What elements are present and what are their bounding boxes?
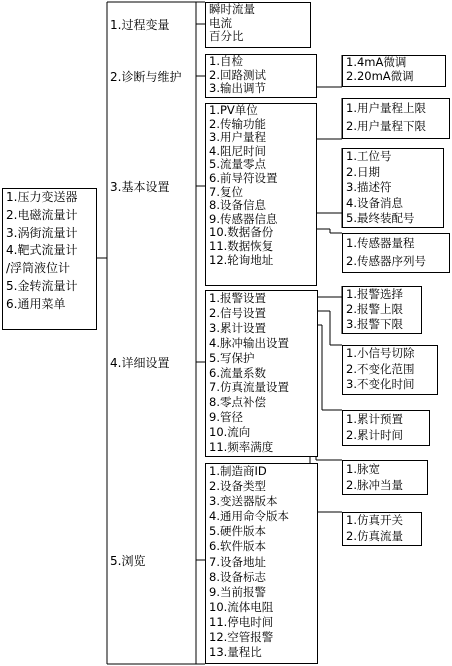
root-item[interactable]: 3.涡街流量计	[6, 225, 78, 240]
process-item[interactable]: 百分比	[209, 29, 244, 44]
detail-item[interactable]: 9.管径	[209, 410, 243, 425]
detail-item[interactable]: 6.流量系数	[209, 365, 266, 380]
browse-item[interactable]: 11.停电时间	[209, 614, 274, 629]
root-item[interactable]: 1.压力变送器	[6, 190, 78, 204]
signal-item[interactable]: 1.小信号切除	[346, 346, 415, 360]
basic-item[interactable]: 6.前导符设置	[209, 170, 278, 185]
menu-diag-label[interactable]: 2.诊断与维护	[110, 70, 182, 84]
menu-browse-label[interactable]: 5.浏览	[110, 554, 146, 568]
root-item[interactable]: 5.金转流量计	[6, 278, 78, 293]
sensor-info-item[interactable]: 1.传感器量程	[346, 236, 415, 250]
alarm-item[interactable]: 2.报警上限	[346, 302, 403, 316]
signal-box	[342, 345, 438, 395]
diag-item[interactable]: 2.回路测试	[209, 67, 266, 82]
detail-item[interactable]: 10.流向	[209, 425, 251, 440]
basic-item[interactable]: 10.数据备份	[209, 225, 274, 240]
detail-settings-box	[205, 290, 318, 457]
device-info-item[interactable]: 1.工位号	[346, 149, 392, 163]
root-item[interactable]: /浮筒液位计	[6, 261, 71, 276]
browse-item[interactable]: 9.当前报警	[209, 584, 266, 599]
sim-item[interactable]: 2.仿真流量	[346, 528, 403, 543]
root-item[interactable]: 4.靶式流量计	[6, 243, 78, 258]
browse-item[interactable]: 7.设备地址	[209, 554, 266, 569]
sim-item[interactable]: 1.仿真开关	[346, 513, 403, 527]
browse-item[interactable]: 3.变送器版本	[209, 494, 278, 509]
totalizer-box	[342, 410, 430, 446]
sim-box	[342, 512, 422, 546]
diag-box	[205, 54, 317, 98]
sensor-info-box	[342, 233, 450, 273]
browse-item[interactable]: 12.空管报警	[209, 630, 274, 645]
menu-basic-label[interactable]: 3.基本设置	[110, 180, 170, 194]
browse-item[interactable]: 6.软件版本	[209, 539, 266, 554]
device-info-item[interactable]: 3.描述符	[346, 180, 392, 194]
device-info-item[interactable]: 5.最终装配号	[346, 211, 415, 225]
device-info-box	[342, 148, 444, 228]
browse-item[interactable]: 1.制造商ID	[209, 464, 267, 478]
root-item[interactable]: 2.电磁流量计	[6, 207, 78, 222]
output-adjust-item[interactable]: 2.20mA微调	[346, 68, 414, 83]
basic-item[interactable]: 8.设备信息	[209, 198, 266, 213]
basic-settings-box	[205, 103, 317, 286]
signal-item[interactable]: 3.不变化时间	[346, 377, 415, 391]
pulse-box	[342, 460, 428, 495]
basic-item[interactable]: 2.传输功能	[209, 116, 266, 131]
signal-item[interactable]: 2.不变化范围	[346, 361, 415, 376]
browse-item[interactable]: 13.量程比	[209, 645, 262, 660]
diag-item[interactable]: 3.输出调节	[209, 81, 266, 96]
pulse-item[interactable]: 1.脉宽	[346, 462, 380, 476]
process-variables-box	[205, 2, 311, 48]
detail-item[interactable]: 1.报警设置	[209, 291, 266, 305]
basic-item[interactable]: 5.流量零点	[209, 157, 266, 172]
output-adjust-box	[342, 55, 446, 87]
detail-item[interactable]: 11.频率满度	[209, 440, 274, 455]
detail-item[interactable]: 8.零点补偿	[209, 395, 266, 410]
detail-item[interactable]: 7.仿真流量设置	[209, 380, 289, 395]
device-info-item[interactable]: 4.设备消息	[346, 195, 403, 210]
basic-item[interactable]: 11.数据恢复	[209, 238, 274, 253]
browse-item[interactable]: 2.设备类型	[209, 479, 266, 494]
browse-item[interactable]: 5.硬件版本	[209, 524, 266, 539]
basic-item[interactable]: 12.轮询地址	[209, 252, 274, 267]
detail-item[interactable]: 2.信号设置	[209, 305, 266, 320]
process-item[interactable]: 电流	[209, 15, 232, 30]
totalizer-item[interactable]: 1.累计预置	[346, 412, 403, 426]
basic-item[interactable]: 7.复位	[209, 184, 243, 199]
detail-item[interactable]: 5.写保护	[209, 350, 255, 365]
browse-item[interactable]: 8.设备标志	[209, 569, 266, 584]
basic-item[interactable]: 9.传感器信息	[209, 211, 278, 226]
alarm-item[interactable]: 1.报警选择	[346, 287, 403, 301]
process-item[interactable]: 瞬时流量	[209, 2, 255, 16]
device-info-item[interactable]: 2.日期	[346, 164, 380, 179]
basic-item[interactable]: 1.PV单位	[209, 103, 258, 117]
sensor-info-item[interactable]: 2.传感器序列号	[346, 254, 426, 268]
basic-item[interactable]: 3.用户量程	[209, 130, 266, 145]
pulse-item[interactable]: 2.脉冲当量	[346, 478, 403, 492]
browse-item[interactable]: 4.通用命令版本	[209, 509, 289, 524]
user-range-item[interactable]: 1.用户量程上限	[346, 101, 426, 115]
alarm-box	[342, 286, 422, 334]
detail-item[interactable]: 4.脉冲输出设置	[209, 335, 289, 350]
basic-item[interactable]: 4.阻尼时间	[209, 143, 266, 158]
diag-item[interactable]: 1.自检	[209, 54, 243, 68]
root-item[interactable]: 6.通用菜单	[6, 296, 66, 311]
totalizer-item[interactable]: 2.累计时间	[346, 428, 403, 442]
user-range-item[interactable]: 2.用户量程下限	[346, 119, 426, 133]
output-adjust-item[interactable]: 1.4mA微调	[346, 55, 407, 69]
menu-process-label[interactable]: 1.过程变量	[110, 18, 170, 32]
alarm-item[interactable]: 3.报警下限	[346, 317, 403, 331]
menu-detail-label[interactable]: 4.详细设置	[110, 356, 170, 370]
detail-item[interactable]: 3.累计设置	[209, 320, 266, 335]
user-range-box	[342, 98, 450, 139]
root-menu-box	[2, 188, 97, 330]
browse-box	[205, 463, 318, 664]
browse-item[interactable]: 10.流体电阻	[209, 599, 274, 614]
